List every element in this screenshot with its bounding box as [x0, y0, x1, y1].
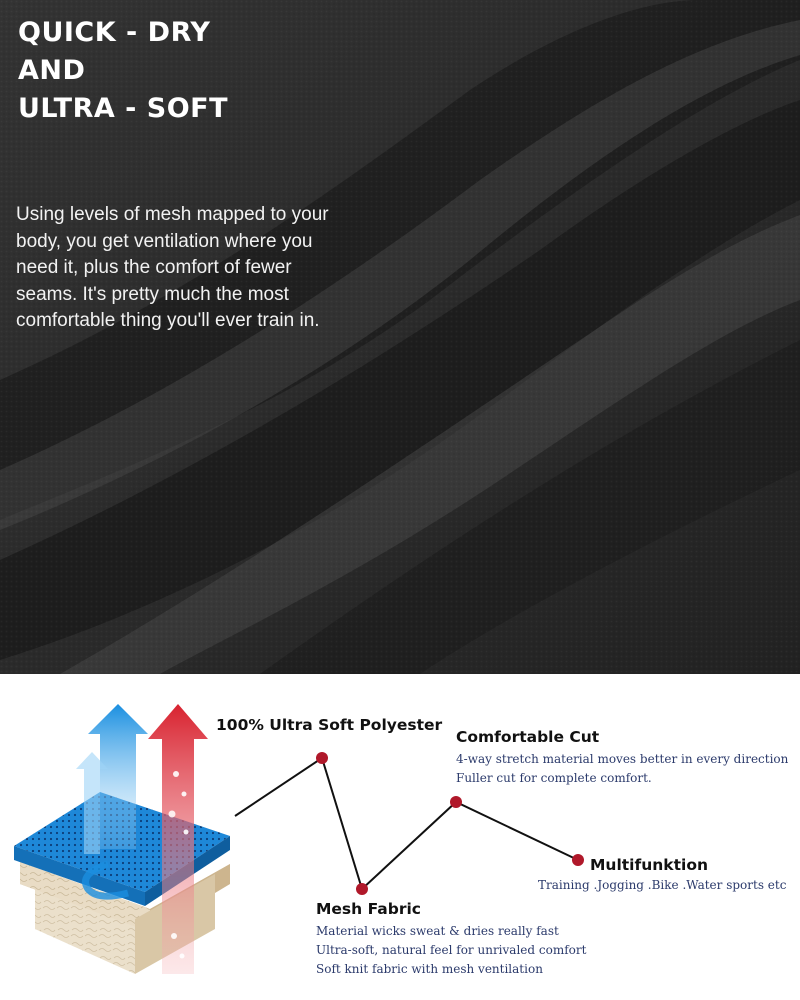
hero-description — [16, 202, 376, 335]
hero-heading — [18, 14, 228, 128]
comfortable-cut-title: Comfortable Cut — [456, 728, 600, 746]
hero-description-line: seams. It's pretty much the most — [16, 283, 289, 305]
polyester-dot — [316, 752, 328, 764]
comfortable-cut-line-2: Fuller cut for complete comfort. — [456, 771, 652, 785]
comfortable-cut-dot — [450, 796, 462, 808]
mesh-fabric-line-3: Soft knit fabric with mesh ventilation — [316, 962, 543, 976]
hero-description-line: body, you get ventilation where you — [16, 230, 313, 252]
multifunktion-line-1: Training .Jogging .Bike .Water sports etc — [538, 878, 787, 892]
hero-heading-line-2: AND — [18, 55, 86, 86]
hero-description-line: need it, plus the comfort of fewer — [16, 257, 292, 278]
hero-heading-line-3: ULTRA - SOFT — [18, 93, 229, 124]
mesh-fabric-dot — [356, 883, 368, 895]
mesh-fabric-title: Mesh Fabric — [316, 900, 421, 918]
multifunktion-title: Multifunktion — [590, 856, 709, 874]
feature-diagram — [0, 674, 800, 1000]
polyester-title: 100% Ultra Soft Polyester — [216, 716, 443, 734]
hero-description-line: Using levels of mesh mapped to your — [16, 204, 329, 225]
multifunktion-dot — [572, 854, 584, 866]
comfortable-cut-line-1: 4-way stretch material moves better in every direction — [456, 752, 789, 766]
mesh-fabric-line-1: Material wicks sweat & dries really fast — [316, 924, 559, 938]
mesh-fabric-line-2: Ultra-soft, natural feel for unrivaled comfort — [316, 943, 587, 957]
hero-description-line: comfortable thing you'll ever train in. — [16, 310, 320, 331]
hero-heading-line-1: QUICK - DRY — [18, 17, 211, 48]
